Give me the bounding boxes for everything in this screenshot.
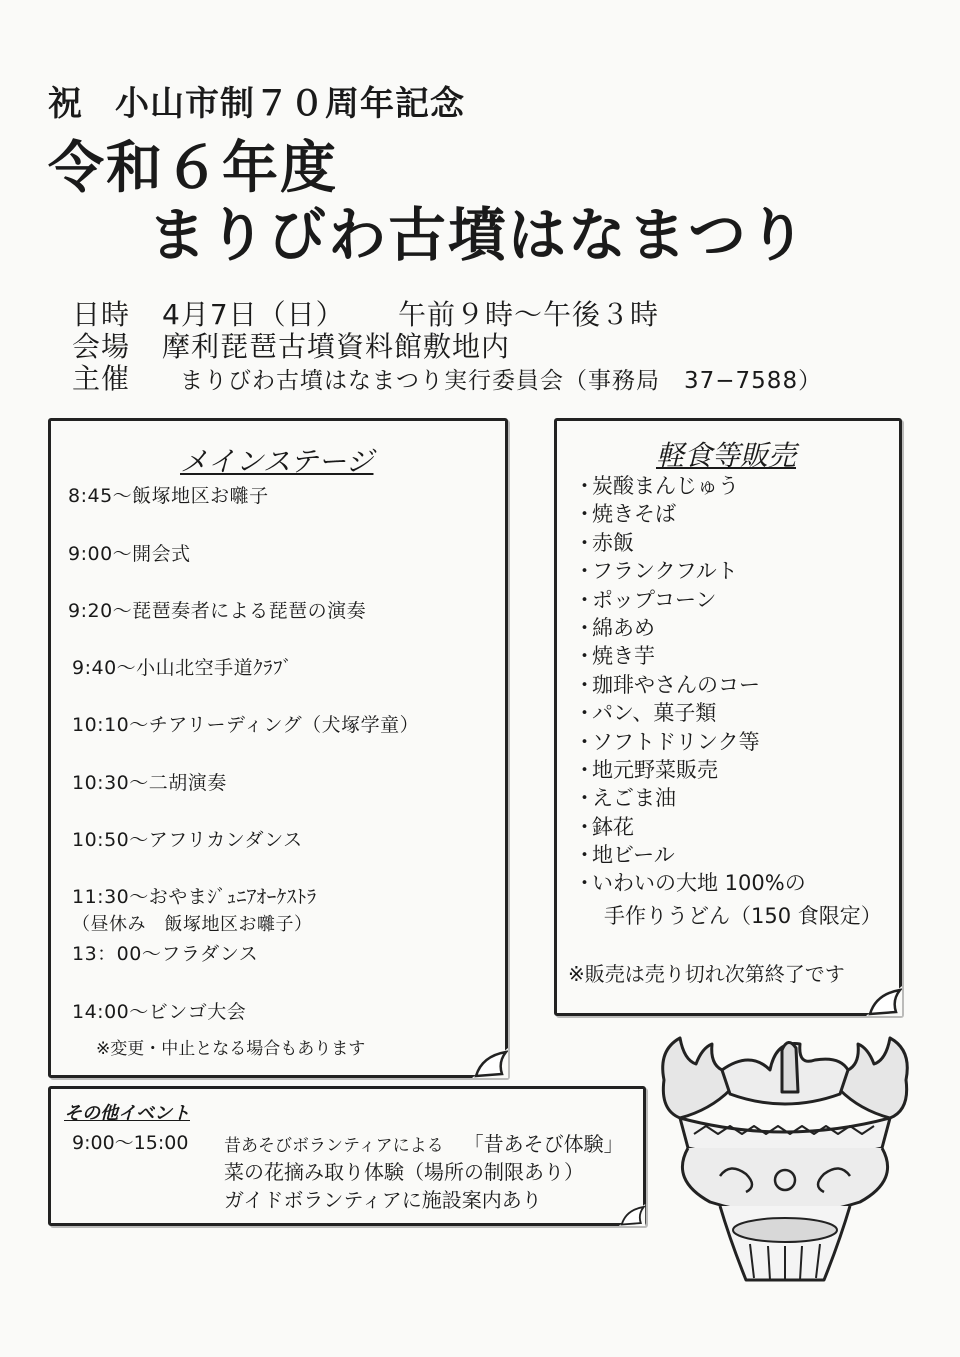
- page-curl-icon: [618, 1204, 646, 1226]
- main-stage-box: [48, 418, 508, 1078]
- list-item: ・珈琲やさんのコー: [574, 672, 760, 697]
- celebrate-mark: 祝: [48, 84, 83, 124]
- food-note: ※販売は売り切れ次第終了です: [568, 962, 845, 986]
- anniversary-text: 小山市制７０周年記念: [115, 84, 465, 124]
- stage-item: 14:00～ビンゴ大会: [72, 1001, 247, 1023]
- list-item: ・鉢花: [574, 814, 634, 839]
- other-event-line: [224, 1128, 624, 1157]
- host-label: 主催: [72, 362, 131, 395]
- page-curl-icon: [472, 1048, 508, 1078]
- festival-title: まりびわ古墳はなまつり: [148, 201, 809, 269]
- stage-item: 9:40～小山北空手道ｸﾗﾌﾞ: [72, 657, 293, 679]
- stage-item: 13：00～フラダンス: [72, 943, 259, 965]
- stage-item: 11:30～おやまｼﾞｭﾆｱｵｰｹｽﾄﾗ: [72, 886, 317, 908]
- list-item: ・地元野菜販売: [574, 757, 718, 782]
- other-event-title: 「昔あそび体験」: [463, 1132, 624, 1156]
- food-sales-title: 軽食等販売: [656, 439, 797, 472]
- stage-item: 9:00～開会式: [68, 543, 191, 565]
- venue-label: 会場: [72, 330, 131, 363]
- date-value: 4月7日（日）: [162, 298, 345, 331]
- main-stage-title: メインステージ: [180, 445, 374, 478]
- list-item: ・えごま油: [574, 786, 676, 811]
- venue-value: 摩利琵琶古墳資料館敷地内: [162, 330, 511, 363]
- stage-item: （昼休み 飯塚地区お囃子）: [72, 914, 313, 935]
- other-event-line: ガイドボランティアに施設案内あり: [224, 1188, 542, 1212]
- other-event-prefix: 昔あそびボランティアによる: [224, 1136, 444, 1156]
- stage-item: 10:30～二胡演奏: [72, 772, 227, 794]
- host-line: [72, 357, 822, 397]
- list-item: ・焼きそば: [574, 502, 676, 527]
- list-item: ・地ビール: [574, 843, 675, 868]
- time-value: 午前９時～午後３時: [398, 298, 660, 331]
- stage-item: 10:10～チアリーディング（犬塚学童）: [72, 714, 420, 736]
- flame-pottery-illustration: [650, 1030, 920, 1290]
- list-item: ・炭酸まんじゅう: [574, 474, 739, 498]
- other-event-line: 菜の花摘み取り体験（場所の制限あり）: [224, 1160, 584, 1184]
- stage-item: 9:20～琵琶奏者による琵琶の演奏: [68, 600, 367, 622]
- stage-item: 8:45～飯塚地区お囃子: [68, 485, 269, 507]
- other-events-title: その他イベント: [64, 1103, 190, 1124]
- other-events-time: 9:00～15:00: [72, 1132, 189, 1154]
- anniversary-line: [48, 76, 465, 125]
- list-item: ・ポップコーン: [574, 587, 717, 612]
- host-value: まりびわ古墳はなまつり実行委員会（事務局 37−7588）: [180, 368, 823, 394]
- page-curl-icon: [866, 986, 902, 1016]
- list-item: ・赤飯: [574, 530, 634, 555]
- food-list: [574, 472, 806, 898]
- date-label: 日時: [72, 298, 131, 331]
- list-item: ・フランクフルト: [574, 559, 738, 584]
- year-title: 令和６年度: [48, 136, 338, 201]
- stage-note: ※変更・中止となる場合もあります: [96, 1039, 366, 1059]
- list-item: ・ソフトドリンク等: [574, 729, 760, 754]
- list-item: ・いわいの大地 100%の: [574, 871, 806, 896]
- list-item: ・焼き芋: [574, 644, 655, 669]
- food-item-continuation: 手作りうどん（150 食限定）: [604, 904, 882, 928]
- stage-item: 10:50～アフリカンダンス: [72, 829, 303, 851]
- list-item: ・綿あめ: [574, 615, 655, 640]
- list-item: ・パン、菓子類: [574, 701, 717, 726]
